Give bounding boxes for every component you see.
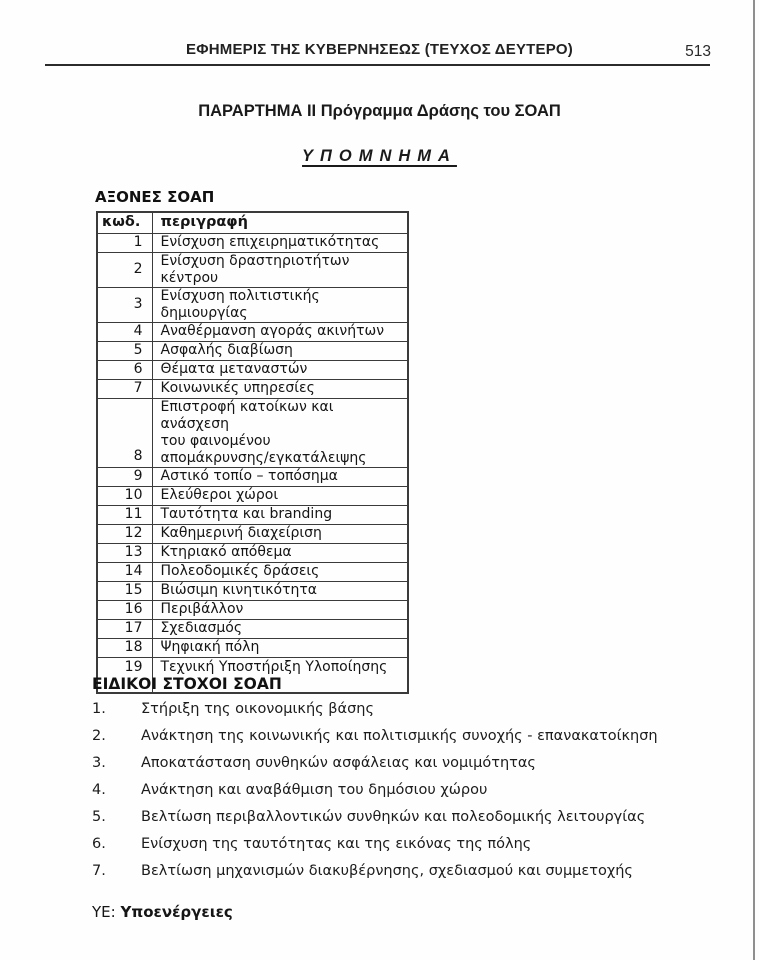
description-cell: Περιβάλλον — [152, 600, 408, 619]
description-cell: Ενίσχυση δραστηριοτήτων κέντρου — [152, 252, 408, 287]
table-row — [97, 287, 408, 322]
footnote-abbr: ΥΕ: — [92, 903, 116, 921]
table-row — [97, 619, 408, 638]
code-cell: 8 — [97, 398, 152, 467]
code-cell: 6 — [97, 360, 152, 379]
code-cell: 16 — [97, 600, 152, 619]
list-item — [92, 728, 692, 755]
code-cell: 17 — [97, 619, 152, 638]
table-row — [97, 543, 408, 562]
list-item-text: Ανάκτηση της κοινωνικής και πολιτισμικής συνοχής - επανακατοίκηση — [141, 728, 658, 744]
list-item-number: 1. — [92, 701, 106, 717]
code-cell: 3 — [97, 287, 152, 322]
list-item — [92, 809, 692, 836]
table-row — [97, 524, 408, 543]
scan-edge-line — [753, 0, 755, 960]
list-item-number: 5. — [92, 809, 106, 825]
objectives-section-heading: ΕΙΔΙΚΟΙ ΣΤΟΧΟΙ ΣΟΑΠ — [92, 675, 282, 693]
description-cell: Σχεδιασμός — [152, 619, 408, 638]
description-cell: Ταυτότητα και branding — [152, 505, 408, 524]
table-row — [97, 581, 408, 600]
code-cell: 13 — [97, 543, 152, 562]
code-cell: 10 — [97, 486, 152, 505]
list-item-text: Αποκατάσταση συνθηκών ασφάλειας και νομιμότητας — [141, 755, 536, 771]
table-row — [97, 322, 408, 341]
table-row — [97, 467, 408, 486]
legend-heading — [0, 147, 759, 166]
code-cell: 19 — [97, 657, 152, 693]
list-item — [92, 863, 692, 890]
table-row — [97, 486, 408, 505]
table-row — [97, 341, 408, 360]
description-cell: Ελεύθεροι χώροι — [152, 486, 408, 505]
description-cell: Κοινωνικές υπηρεσίες — [152, 379, 408, 398]
description-cell: Ενίσχυση πολιτιστικής δημιουργίας — [152, 287, 408, 322]
legend-heading-text: ΥΠΟΜΝΗΜΑ — [302, 147, 457, 165]
description-cell: Κτηριακό απόθεμα — [152, 543, 408, 562]
code-cell: 12 — [97, 524, 152, 543]
list-item-number: 4. — [92, 782, 106, 798]
list-item-number: 2. — [92, 728, 106, 744]
list-item-text: Βελτίωση μηχανισμών διακυβέρνησης, σχεδιασμού και συμμετοχής — [141, 863, 633, 879]
document-title: ΠΑΡΑΡΤΗΜΑ ΙΙ Πρόγραμμα Δράσης του ΣΟΑΠ — [198, 102, 561, 120]
table-header-row — [97, 212, 408, 233]
table-row — [97, 398, 408, 467]
footnote — [92, 903, 233, 921]
description-cell: Πολεοδομικές δράσεις — [152, 562, 408, 581]
code-cell: 4 — [97, 322, 152, 341]
code-cell: 7 — [97, 379, 152, 398]
column-header-code: κωδ. — [97, 212, 152, 233]
table-row — [97, 360, 408, 379]
description-cell: Αστικό τοπίο – τοπόσημα — [152, 467, 408, 486]
objectives-list — [92, 701, 692, 890]
table-row — [97, 252, 408, 287]
table-row — [97, 638, 408, 657]
list-item-text: Στήριξη της οικονομικής βάσης — [141, 701, 374, 717]
code-cell: 9 — [97, 467, 152, 486]
list-item — [92, 836, 692, 863]
description-cell: Αναθέρμανση αγοράς ακινήτων — [152, 322, 408, 341]
description-cell: Τεχνική Υποστήριξη Υλοποίησης — [152, 657, 408, 693]
table-row — [97, 379, 408, 398]
table-row — [97, 505, 408, 524]
list-item — [92, 755, 692, 782]
description-cell: Επιστροφή κατοίκων και ανάσχεση του φαινομένου απομάκρυνσης/εγκατάλειψης — [152, 398, 408, 467]
description-cell: Ασφαλής διαβίωση — [152, 341, 408, 360]
code-cell: 1 — [97, 233, 152, 252]
axes-table — [96, 211, 409, 694]
description-cell: Βιώσιμη κινητικότητα — [152, 581, 408, 600]
table-row — [97, 562, 408, 581]
header-divider — [45, 64, 710, 66]
column-header-description: περιγραφή — [152, 212, 408, 233]
list-item — [92, 782, 692, 809]
table-row — [97, 233, 408, 252]
list-item-number: 6. — [92, 836, 106, 852]
gazette-header-title: ΕΦΗΜΕΡΙΣ ΤΗΣ ΚΥΒΕΡΝΗΣΕΩΣ (ΤΕΥΧΟΣ ΔΕΥΤΕΡΟ) — [186, 41, 573, 58]
description-cell: Ενίσχυση επιχειρηματικότητας — [152, 233, 408, 252]
list-item-text: Ανάκτηση και αναβάθμιση του δημόσιου χώρου — [141, 782, 488, 798]
code-cell: 5 — [97, 341, 152, 360]
table-row — [97, 600, 408, 619]
list-item — [92, 701, 692, 728]
code-cell: 11 — [97, 505, 152, 524]
description-cell: Ψηφιακή πόλη — [152, 638, 408, 657]
code-cell: 14 — [97, 562, 152, 581]
code-cell: 15 — [97, 581, 152, 600]
list-item-text: Ενίσχυση της ταυτότητας και της εικόνας της πόλης — [141, 836, 532, 852]
description-cell: Καθημερινή διαχείριση — [152, 524, 408, 543]
list-item-text: Βελτίωση περιβαλλοντικών συνθηκών και πολεοδομικής λειτουργίας — [141, 809, 646, 825]
list-item-number: 3. — [92, 755, 106, 771]
footnote-label: Υποενέργειες — [120, 903, 233, 921]
code-cell: 18 — [97, 638, 152, 657]
page-number: 513 — [685, 43, 711, 60]
axes-section-heading: ΑΞΟΝΕΣ ΣΟΑΠ — [95, 188, 215, 206]
description-cell: Θέματα μεταναστών — [152, 360, 408, 379]
list-item-number: 7. — [92, 863, 106, 879]
code-cell: 2 — [97, 252, 152, 287]
